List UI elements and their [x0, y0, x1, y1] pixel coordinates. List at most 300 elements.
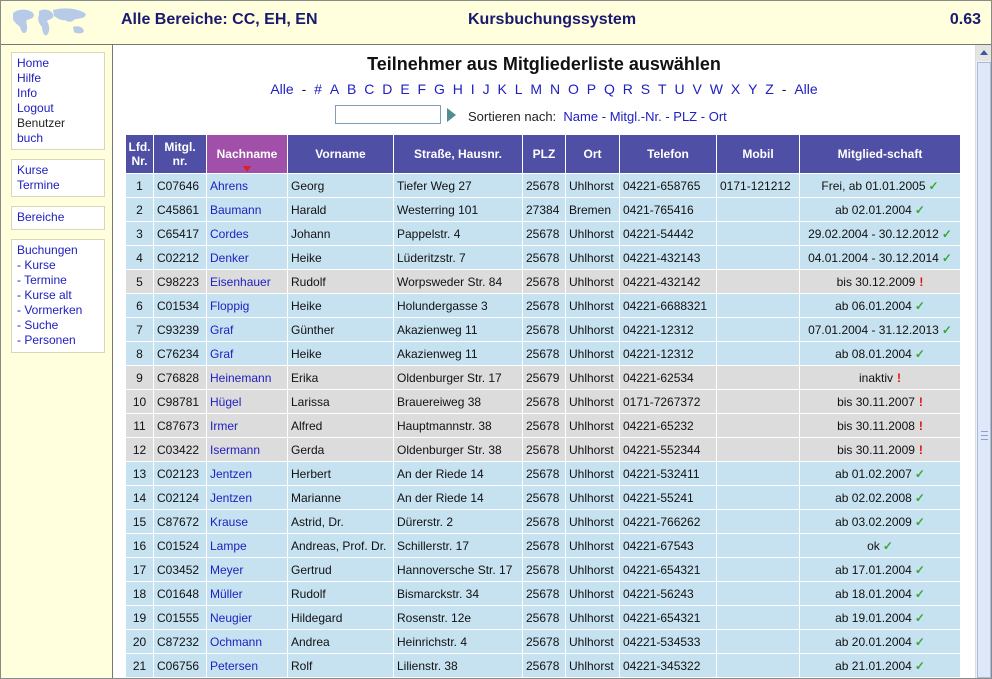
cell-mobile — [717, 270, 800, 294]
cell-nr: 3 — [126, 222, 154, 246]
alpha-separator: - — [781, 81, 787, 97]
check-icon: ✓ — [941, 322, 952, 337]
cell-nr: 10 — [126, 390, 154, 414]
cell-city: Uhlhorst — [566, 414, 620, 438]
sort-label: Sortieren nach: — [468, 109, 557, 124]
table-row[interactable] — [126, 198, 961, 222]
cell-nr: 16 — [126, 534, 154, 558]
cell-membership — [800, 198, 961, 222]
membership-text: ab 02.01.2004 — [835, 202, 912, 217]
nav-home[interactable]: Home — [17, 56, 50, 70]
alpha-w[interactable]: W — [709, 81, 723, 97]
alpha-u[interactable]: U — [674, 81, 685, 97]
nav-user-name[interactable]: buch — [17, 131, 44, 145]
page-title: Teilnehmer aus Mitgliederliste auswählen — [367, 54, 721, 74]
cell-nr: 14 — [126, 486, 154, 510]
alpha-b[interactable]: B — [347, 81, 357, 97]
member-table — [125, 134, 961, 678]
cell-nr: 18 — [126, 582, 154, 606]
check-icon: ✓ — [914, 514, 925, 529]
search-go-arrow-icon[interactable] — [447, 108, 456, 122]
table-row[interactable] — [126, 486, 961, 510]
cell-mobile — [717, 246, 800, 270]
nav-info[interactable]: Info — [17, 86, 38, 100]
cell-phone: 04221-67543 — [620, 534, 717, 558]
cell-last-name[interactable]: Jentzen — [207, 462, 288, 486]
alpha-m[interactable]: M — [530, 81, 543, 97]
cell-city: Uhlhorst — [566, 630, 620, 654]
cell-membership — [800, 462, 961, 486]
cell-membership — [800, 294, 961, 318]
table-row[interactable] — [126, 222, 961, 246]
vertical-scrollbar[interactable] — [975, 45, 992, 678]
nav-bookings[interactable]: Buchungen — [17, 243, 78, 257]
table-header-row — [126, 135, 961, 174]
main-content — [113, 45, 975, 678]
alpha-c[interactable]: C — [364, 81, 375, 97]
alpha-p[interactable]: P — [586, 81, 597, 97]
table-row[interactable] — [126, 630, 961, 654]
sort-desc-arrow-icon — [243, 166, 251, 172]
alpha-a[interactable]: A — [329, 81, 340, 97]
cell-last-name[interactable]: Krause — [207, 510, 288, 534]
cell-last-name[interactable]: Irmer — [207, 414, 288, 438]
cell-first-name: Rudolf — [288, 270, 394, 294]
cell-membership — [800, 582, 961, 606]
cell-mobile — [717, 198, 800, 222]
cell-phone: 04221-532411 — [620, 462, 717, 486]
cell-zip: 25679 — [523, 366, 566, 390]
cell-zip: 25678 — [523, 438, 566, 462]
cell-mobile — [717, 222, 800, 246]
cell-first-name: Gerda — [288, 438, 394, 462]
check-icon: ✓ — [914, 586, 925, 601]
cell-membership — [800, 246, 961, 270]
cell-nr: 19 — [126, 606, 154, 630]
cell-zip: 25678 — [523, 246, 566, 270]
cell-last-name[interactable]: Ahrens — [207, 174, 288, 198]
cell-mobile — [717, 414, 800, 438]
cell-first-name: Astrid, Dr. — [288, 510, 394, 534]
cell-last-name[interactable]: Floppig — [207, 294, 288, 318]
cell-zip: 25678 — [523, 318, 566, 342]
scrollbar-thumb[interactable] — [977, 62, 991, 678]
table-row[interactable] — [126, 366, 961, 390]
cell-first-name: Heike — [288, 294, 394, 318]
cell-city: Uhlhorst — [566, 222, 620, 246]
cell-member-no: C45861 — [154, 198, 207, 222]
alpha-d[interactable]: D — [382, 81, 393, 97]
cell-first-name: Günther — [288, 318, 394, 342]
table-row[interactable] — [126, 414, 961, 438]
membership-text: ab 17.01.2004 — [835, 562, 912, 577]
table-row[interactable] — [126, 654, 961, 678]
col-header-street[interactable]: Straße, Hausnr. — [394, 135, 523, 174]
alpha-f[interactable]: F — [417, 81, 427, 97]
cell-zip: 25678 — [523, 414, 566, 438]
cell-zip: 25678 — [523, 534, 566, 558]
cell-last-name[interactable]: Hügel — [207, 390, 288, 414]
cell-mobile — [717, 558, 800, 582]
cell-zip: 25678 — [523, 654, 566, 678]
col-header-membership[interactable]: Mitglied-schaft — [800, 135, 961, 174]
check-icon: ✓ — [914, 466, 925, 481]
cell-membership — [800, 654, 961, 678]
sort-by-name[interactable]: Name — [563, 109, 599, 124]
membership-text: ab 03.02.2009 — [835, 514, 912, 529]
cell-zip: 25678 — [523, 222, 566, 246]
cell-last-name[interactable]: Ochmann — [207, 630, 288, 654]
cell-last-name[interactable]: Jentzen — [207, 486, 288, 510]
cell-first-name: Georg — [288, 174, 394, 198]
exclamation-icon: ! — [918, 394, 923, 409]
cell-zip: 25678 — [523, 342, 566, 366]
cell-member-no: C01524 — [154, 534, 207, 558]
membership-text: ab 02.02.2008 — [835, 490, 912, 505]
cell-street: Dürerstr. 2 — [394, 510, 523, 534]
cell-membership — [800, 318, 961, 342]
cell-member-no: C01555 — [154, 606, 207, 630]
cell-mobile — [717, 510, 800, 534]
membership-text: inaktiv — [858, 370, 893, 385]
cell-nr: 21 — [126, 654, 154, 678]
cell-last-name[interactable]: Isermann — [207, 438, 288, 462]
check-icon: ✓ — [882, 538, 893, 553]
cell-last-name[interactable]: Heinemann — [207, 366, 288, 390]
col-header-mobile[interactable]: Mobil — [717, 135, 800, 174]
nav-group-general — [11, 52, 105, 150]
cell-street: An der Riede 14 — [394, 462, 523, 486]
cell-city: Bremen — [566, 198, 620, 222]
cell-membership — [800, 174, 961, 198]
cell-member-no: C87672 — [154, 510, 207, 534]
sort-by-zip[interactable]: PLZ — [673, 109, 698, 124]
membership-text: ab 21.01.2004 — [835, 658, 912, 673]
alpha-t[interactable]: T — [658, 81, 667, 97]
cell-street: Tiefer Weg 27 — [394, 174, 523, 198]
cell-phone: 04221-766262 — [620, 510, 717, 534]
cell-first-name: Alfred — [288, 414, 394, 438]
nav-bookings-dates[interactable]: - Termine — [17, 273, 67, 287]
cell-mobile — [717, 342, 800, 366]
cell-last-name[interactable]: Cordes — [207, 222, 288, 246]
cell-membership — [800, 510, 961, 534]
cell-phone: 04221-54442 — [620, 222, 717, 246]
membership-text: bis 30.11.2009 — [837, 442, 915, 457]
cell-last-name[interactable]: Neugier — [207, 606, 288, 630]
membership-text: Frei, ab 01.01.2005 — [821, 178, 926, 193]
alpha-all-end[interactable]: Alle — [794, 81, 818, 97]
exclamation-icon: ! — [919, 274, 924, 289]
cell-member-no: C98781 — [154, 390, 207, 414]
cell-street: Holundergasse 3 — [394, 294, 523, 318]
cell-membership — [800, 630, 961, 654]
scroll-up-arrow-icon[interactable] — [976, 45, 992, 61]
cell-street: Brauereiweg 38 — [394, 390, 523, 414]
cell-member-no: C65417 — [154, 222, 207, 246]
cell-street: Hannoversche Str. 17 — [394, 558, 523, 582]
membership-text: ab 20.01.2004 — [835, 634, 912, 649]
cell-phone: 04221-12312 — [620, 318, 717, 342]
table-row[interactable] — [126, 318, 961, 342]
nav-bookings-search[interactable]: - Suche — [17, 318, 59, 332]
cell-phone: 04221-345322 — [620, 654, 717, 678]
membership-text: ab 08.01.2004 — [835, 346, 912, 361]
check-icon: ✓ — [914, 562, 925, 577]
cell-member-no: C76828 — [154, 366, 207, 390]
cell-first-name: Rolf — [288, 654, 394, 678]
cell-mobile — [717, 582, 800, 606]
cell-mobile — [717, 534, 800, 558]
cell-member-no: C02124 — [154, 486, 207, 510]
alpha-separator: - — [301, 81, 307, 97]
membership-text: ab 06.01.2004 — [835, 298, 912, 313]
cell-first-name: Erika — [288, 366, 394, 390]
cell-last-name[interactable]: Graf — [207, 342, 288, 366]
check-icon: ✓ — [914, 202, 925, 217]
membership-text: bis 30.12.2009 — [836, 274, 916, 289]
cell-phone: 04221-658765 — [620, 174, 717, 198]
cell-street: Worpsweder Str. 84 — [394, 270, 523, 294]
alpha-g[interactable]: G — [434, 81, 445, 97]
cell-nr: 1 — [126, 174, 154, 198]
table-row[interactable] — [126, 534, 961, 558]
check-icon: ✓ — [914, 658, 925, 673]
cell-mobile — [717, 486, 800, 510]
alpha-s[interactable]: S — [640, 81, 651, 97]
sort-by-city[interactable]: Ort — [708, 109, 727, 124]
cell-city: Uhlhorst — [566, 174, 620, 198]
alpha-l[interactable]: L — [514, 81, 523, 97]
alpha-i[interactable]: I — [470, 81, 475, 97]
col-header-city[interactable]: Ort — [566, 135, 620, 174]
membership-text: bis 30.11.2007 — [837, 394, 915, 409]
sort-separator: - — [601, 109, 607, 124]
cell-member-no: C07646 — [154, 174, 207, 198]
user-label: Benutzer — [17, 116, 66, 130]
cell-phone: 04221-56243 — [620, 582, 717, 606]
alpha-h[interactable]: H — [452, 81, 463, 97]
cell-nr: 11 — [126, 414, 154, 438]
cell-city: Uhlhorst — [566, 318, 620, 342]
cell-street: Pappelstr. 4 — [394, 222, 523, 246]
alpha-q[interactable]: Q — [603, 81, 615, 97]
exclamation-icon: ! — [897, 370, 901, 385]
nav-courses[interactable]: Kurse — [17, 163, 49, 177]
cell-first-name: Heike — [288, 246, 394, 270]
cell-nr: 12 — [126, 438, 154, 462]
table-row[interactable] — [126, 270, 961, 294]
cell-city: Uhlhorst — [566, 246, 620, 270]
cell-membership — [800, 438, 961, 462]
world-map-logo-icon — [9, 5, 91, 41]
cell-zip: 25678 — [523, 558, 566, 582]
nav-help[interactable]: Hilfe — [17, 71, 42, 85]
cell-member-no: C93239 — [154, 318, 207, 342]
cell-zip: 25678 — [523, 510, 566, 534]
cell-first-name: Herbert — [288, 462, 394, 486]
cell-nr: 5 — [126, 270, 154, 294]
cell-zip: 25678 — [523, 486, 566, 510]
cell-last-name[interactable]: Graf — [207, 318, 288, 342]
cell-member-no: C02123 — [154, 462, 207, 486]
alpha-x[interactable]: X — [730, 81, 741, 97]
cell-last-name[interactable]: Petersen — [207, 654, 288, 678]
cell-nr: 6 — [126, 294, 154, 318]
cell-street: Heinrichstr. 4 — [394, 630, 523, 654]
cell-city: Uhlhorst — [566, 342, 620, 366]
table-row[interactable] — [126, 606, 961, 630]
nav-logout[interactable]: Logout — [17, 101, 54, 115]
sort-options — [468, 109, 727, 124]
cell-nr: 20 — [126, 630, 154, 654]
table-row[interactable] — [126, 558, 961, 582]
cell-zip: 25678 — [523, 630, 566, 654]
cell-last-name[interactable]: Müller — [207, 582, 288, 606]
table-row[interactable] — [126, 438, 961, 462]
cell-street: Oldenburger Str. 17 — [394, 366, 523, 390]
cell-mobile — [717, 630, 800, 654]
cell-phone: 04221-654321 — [620, 558, 717, 582]
nav-group-courses — [11, 159, 105, 197]
cell-mobile — [717, 366, 800, 390]
cell-last-name[interactable]: Meyer — [207, 558, 288, 582]
cell-zip: 25678 — [523, 294, 566, 318]
table-row[interactable] — [126, 510, 961, 534]
col-header-last-name[interactable] — [207, 135, 288, 174]
cell-city: Uhlhorst — [566, 510, 620, 534]
cell-last-name[interactable]: Lampe — [207, 534, 288, 558]
cell-first-name: Harald — [288, 198, 394, 222]
cell-phone: 04221-55241 — [620, 486, 717, 510]
nav-bookings-courses[interactable]: - Kurse — [17, 258, 56, 272]
area-title: Alle Bereiche: CC, EH, EN — [121, 11, 318, 28]
cell-street: Oldenburger Str. 38 — [394, 438, 523, 462]
cell-membership — [800, 486, 961, 510]
cell-city: Uhlhorst — [566, 558, 620, 582]
cell-first-name: Johann — [288, 222, 394, 246]
table-row[interactable] — [126, 174, 961, 198]
alpha-v[interactable]: V — [692, 81, 702, 97]
cell-nr: 13 — [126, 462, 154, 486]
cell-last-name[interactable]: Denker — [207, 246, 288, 270]
cell-street: An der Riede 14 — [394, 486, 523, 510]
alpha-hash[interactable]: # — [314, 81, 322, 97]
cell-first-name: Rudolf — [288, 582, 394, 606]
col-header-first-name[interactable]: Vorname — [288, 135, 394, 174]
alpha-e[interactable]: E — [400, 81, 410, 97]
cell-member-no: C03452 — [154, 558, 207, 582]
table-row[interactable] — [126, 342, 961, 366]
cell-phone: 04221-432143 — [620, 246, 717, 270]
nav-group-areas — [11, 206, 105, 230]
cell-mobile — [717, 438, 800, 462]
nav-group-bookings — [11, 239, 105, 353]
cell-street: Hauptmannstr. 38 — [394, 414, 523, 438]
nav-areas[interactable]: Bereiche — [17, 210, 65, 224]
check-icon: ✓ — [914, 610, 925, 625]
cell-last-name[interactable]: Eisenhauer — [207, 270, 288, 294]
cell-first-name: Hildegard — [288, 606, 394, 630]
cell-phone: 04221-432142 — [620, 270, 717, 294]
cell-mobile: 0171-121212 — [717, 174, 800, 198]
sort-by-member-no[interactable]: Mitgl.-Nr. — [609, 109, 662, 124]
cell-first-name: Andrea — [288, 630, 394, 654]
check-icon: ✓ — [914, 634, 925, 649]
scroll-grip-icon — [981, 431, 988, 440]
cell-phone: 04221-62534 — [620, 366, 717, 390]
cell-member-no: C76234 — [154, 342, 207, 366]
alpha-n[interactable]: N — [549, 81, 561, 97]
col-header-phone[interactable]: Telefon — [620, 135, 717, 174]
table-row[interactable] — [126, 294, 961, 318]
table-row[interactable] — [126, 462, 961, 486]
cell-zip: 25678 — [523, 582, 566, 606]
cell-membership — [800, 606, 961, 630]
nav-bookings-courses-old[interactable]: - Kurse alt — [17, 288, 72, 302]
cell-member-no: C06756 — [154, 654, 207, 678]
cell-last-name[interactable]: Baumann — [207, 198, 288, 222]
table-row[interactable] — [126, 246, 961, 270]
cell-nr: 7 — [126, 318, 154, 342]
col-header-last-name-label: Nachname — [216, 147, 278, 161]
check-icon: ✓ — [941, 226, 952, 241]
cell-street: Bismarckstr. 34 — [394, 582, 523, 606]
cell-city: Uhlhorst — [566, 390, 620, 414]
alpha-j[interactable]: J — [482, 81, 490, 97]
table-row[interactable] — [126, 390, 961, 414]
alpha-y[interactable]: Y — [748, 81, 758, 97]
version-label: 0.63 — [949, 11, 981, 28]
nav-dates[interactable]: Termine — [17, 178, 60, 192]
cell-city: Uhlhorst — [566, 606, 620, 630]
cell-phone: 04221-552344 — [620, 438, 717, 462]
cell-street: Rosenstr. 12e — [394, 606, 523, 630]
alpha-z[interactable]: Z — [765, 81, 774, 97]
nav-bookings-reserve[interactable]: - Vormerken — [17, 303, 83, 317]
alpha-r[interactable]: R — [622, 81, 633, 97]
cell-zip: 25678 — [523, 390, 566, 414]
cell-street: Schillerstr. 17 — [394, 534, 523, 558]
cell-city: Uhlhorst — [566, 270, 620, 294]
cell-membership — [800, 414, 961, 438]
cell-membership — [800, 558, 961, 582]
cell-phone: 04221-6688321 — [620, 294, 717, 318]
membership-text: 29.02.2004 - 30.12.2012 — [808, 226, 939, 241]
app-title: Kursbuchungssystem — [468, 11, 637, 28]
cell-mobile — [717, 654, 800, 678]
cell-first-name: Marianne — [288, 486, 394, 510]
alpha-k[interactable]: K — [497, 81, 507, 97]
cell-mobile — [717, 462, 800, 486]
cell-phone: 0421-765416 — [620, 198, 717, 222]
cell-city: Uhlhorst — [566, 582, 620, 606]
search-input[interactable] — [335, 105, 441, 124]
check-icon: ✓ — [928, 178, 939, 193]
alpha-o[interactable]: O — [567, 81, 579, 97]
cell-membership — [800, 366, 961, 390]
nav-bookings-persons[interactable]: - Personen — [17, 333, 76, 347]
cell-member-no: C87673 — [154, 414, 207, 438]
sidebar — [1, 45, 113, 678]
cell-street: Akazienweg 11 — [394, 342, 523, 366]
cell-first-name: Andreas, Prof. Dr. — [288, 534, 394, 558]
table-row[interactable] — [126, 582, 961, 606]
cell-nr: 8 — [126, 342, 154, 366]
alpha-all-start[interactable]: Alle — [270, 81, 294, 97]
col-header-zip[interactable]: PLZ — [523, 135, 566, 174]
col-header-member-no[interactable]: Mitgl. nr. — [154, 135, 207, 174]
